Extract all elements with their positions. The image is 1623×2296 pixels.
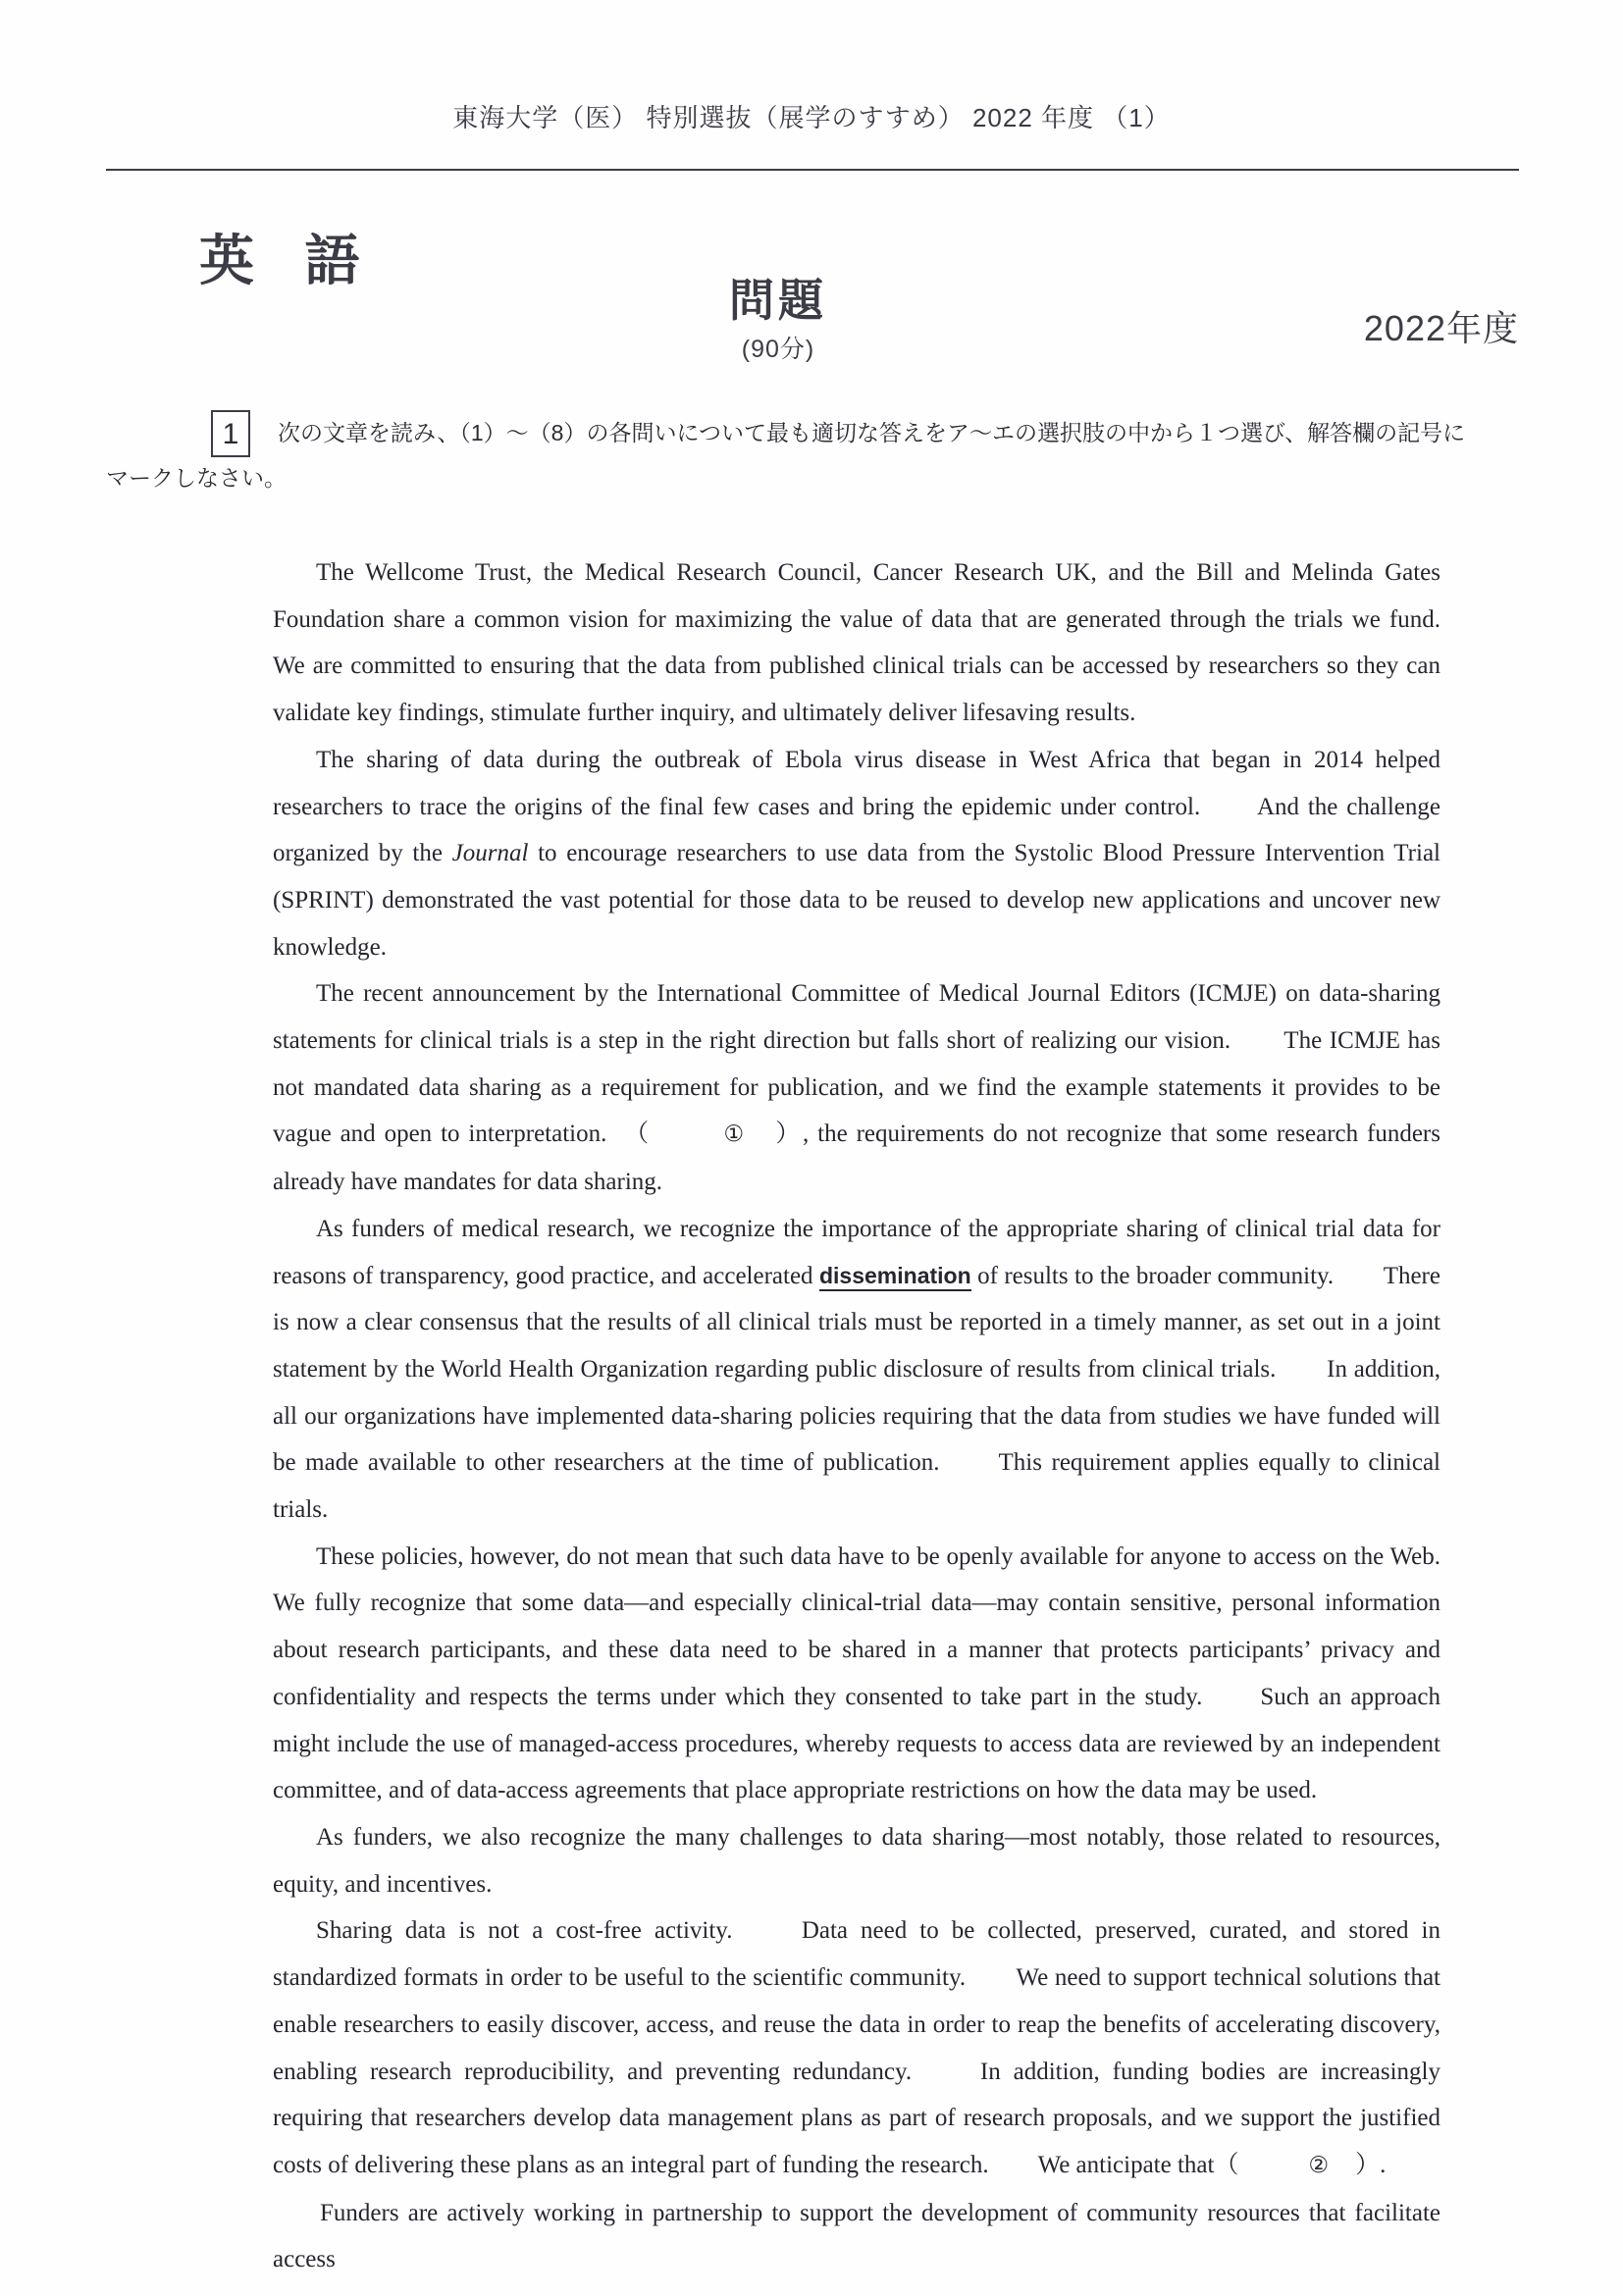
- paragraph-7-text-b: ）.: [1331, 2151, 1387, 2178]
- paragraph-7-text-a: Sharing data is not a cost-free activity. Data need to be collected, preserved, curated, and stored in standardized formats in order to be useful to the scientific community. We need to support technical solutions that enable researchers to easily discover, access, and reuse the data in order to reap the benefits of accelerating discovery, enabling research reproducibility, and preventing redundancy. In addition, funding bodies are increasingly requiring that researchers develop data management plans as part of research proposals, and we support the justified costs of delivering these plans as an integral part of funding the research. We anticipate that（: [273, 1917, 1440, 2178]
- passage-paragraph-2: [273, 737, 1440, 971]
- instruction-line-1: 次の文章を読み、（1）～（8）の各問いについて最も適切な答えをア～エの選択肢の中から１つ選び、解答欄の記号に: [278, 420, 1466, 445]
- subject-title: 英 語: [199, 230, 378, 291]
- instruction-text: [106, 410, 1519, 500]
- passage-paragraph-6: [273, 1814, 1440, 1907]
- paragraph-6-text: As funders, we also recognize the many challenges to data sharing—most notably, those related to resources, equity, and incentives.: [273, 1823, 1440, 1898]
- passage-paragraph-4: [273, 1206, 1440, 1534]
- paper-year: 2022年度: [1363, 308, 1519, 348]
- passage-body: [273, 549, 1491, 2283]
- passage-paragraph-8: [273, 2190, 1440, 2283]
- paragraph-4-text-a: As funders of medical research, we recognize the importance of the appropriate sharing of clinical trial data for reasons of transparency, good practice, and accelerated: [273, 1215, 1440, 1289]
- paragraph-2-text-a: The sharing of data during the outbreak of Ebola virus disease in West Africa that began in 2014 helped researchers to trace the origins of the final few cases and bring the epidemic under control. And the challenge organized by the: [273, 746, 1440, 867]
- passage-paragraph-7: [273, 1907, 1440, 2189]
- paragraph-3-text-b: ）, the requirements do not recognize that some research funders already have mandates for data sharing.: [273, 1121, 1440, 1196]
- paper-duration: (90分): [741, 336, 815, 364]
- question-number-box: 1: [211, 410, 250, 457]
- passage-paragraph-1: [273, 549, 1491, 737]
- instruction-line-2: マークしなさい。: [106, 465, 287, 491]
- passage-paragraph-3: [273, 970, 1440, 1206]
- paragraph-3-text-a: The recent announcement by the International Committee of Medical Journal Editors (ICMJE) on data-sharing statements for clinical trials is a step in the right direction but falls short of realizing our vision. The ICMJE has not mandated data sharing as a requirement for publication, and we find the example statements it provides to be vague and open to interpretation. （: [273, 980, 1440, 1148]
- blank-marker-2: ②: [1308, 2152, 1330, 2178]
- paper-title: 問題: [729, 275, 827, 326]
- underlined-keyword-dissemination: dissemination: [819, 1263, 971, 1291]
- paper-title-group: [616, 277, 940, 365]
- paragraph-8-text: Funders are actively working in partnership to support the development of community resources that facilitate access: [273, 2199, 1440, 2273]
- paragraph-1-text: The Wellcome Trust, the Medical Research Council, Cancer Research UK, and the Bill and Melinda Gates Foundation share a common vision for maximizing the value of data that are generated through the trials we fund. We are committed to ensuring that the data from published clinical trials can be accessed by researchers so they can validate key findings, stimulate further inquiry, and ultimately deliver lifesaving results.: [273, 559, 1491, 727]
- paragraph-4-text-b: of results to the broader community. There is now a clear consensus that the results of all clinical trials must be reported in a timely manner, as set out in a joint statement by the World Health Organization regarding public disclosure of results from clinical trials. In addition, all our organizations have implemented data-sharing policies requiring that the data from studies we have funded will be made available to other researchers at the time of publication. This requirement applies equally to clinical trials.: [273, 1262, 1440, 1524]
- passage-paragraph-5: [273, 1534, 1491, 1814]
- journal-italic-term: Journal: [451, 840, 529, 867]
- paragraph-5-text: These policies, however, do not mean that such data have to be openly available for anyone to access on the Web. We fully recognize that some data—and especially clinical-trial data—may contain sensitive, personal information about research participants, and these data need to be shared in a manner that protects participants’ privacy and confidentiality and respects the terms under which they consented to take part in the study. Such an approach might include the use of managed-access procedures, whereby requests to access data are reviewed by an independent committee, and of data-access agreements that place appropriate restrictions on how the data may be used.: [273, 1542, 1491, 1804]
- header-divider-rule: [106, 169, 1519, 171]
- paragraph-2-text-b: to encourage researchers to use data from the Systolic Blood Pressure Intervention Trial (SPRINT) demonstrated the vast potential for those data to be reused to develop new applications and uncover new knowledge.: [273, 840, 1440, 961]
- question-instruction-block: [106, 410, 1519, 500]
- title-band: [106, 208, 1519, 375]
- blank-marker-1: ①: [723, 1122, 745, 1148]
- running-header: 東海大学（医） 特別選抜（展学のすすめ） 2022 年度 （1）: [452, 103, 1171, 132]
